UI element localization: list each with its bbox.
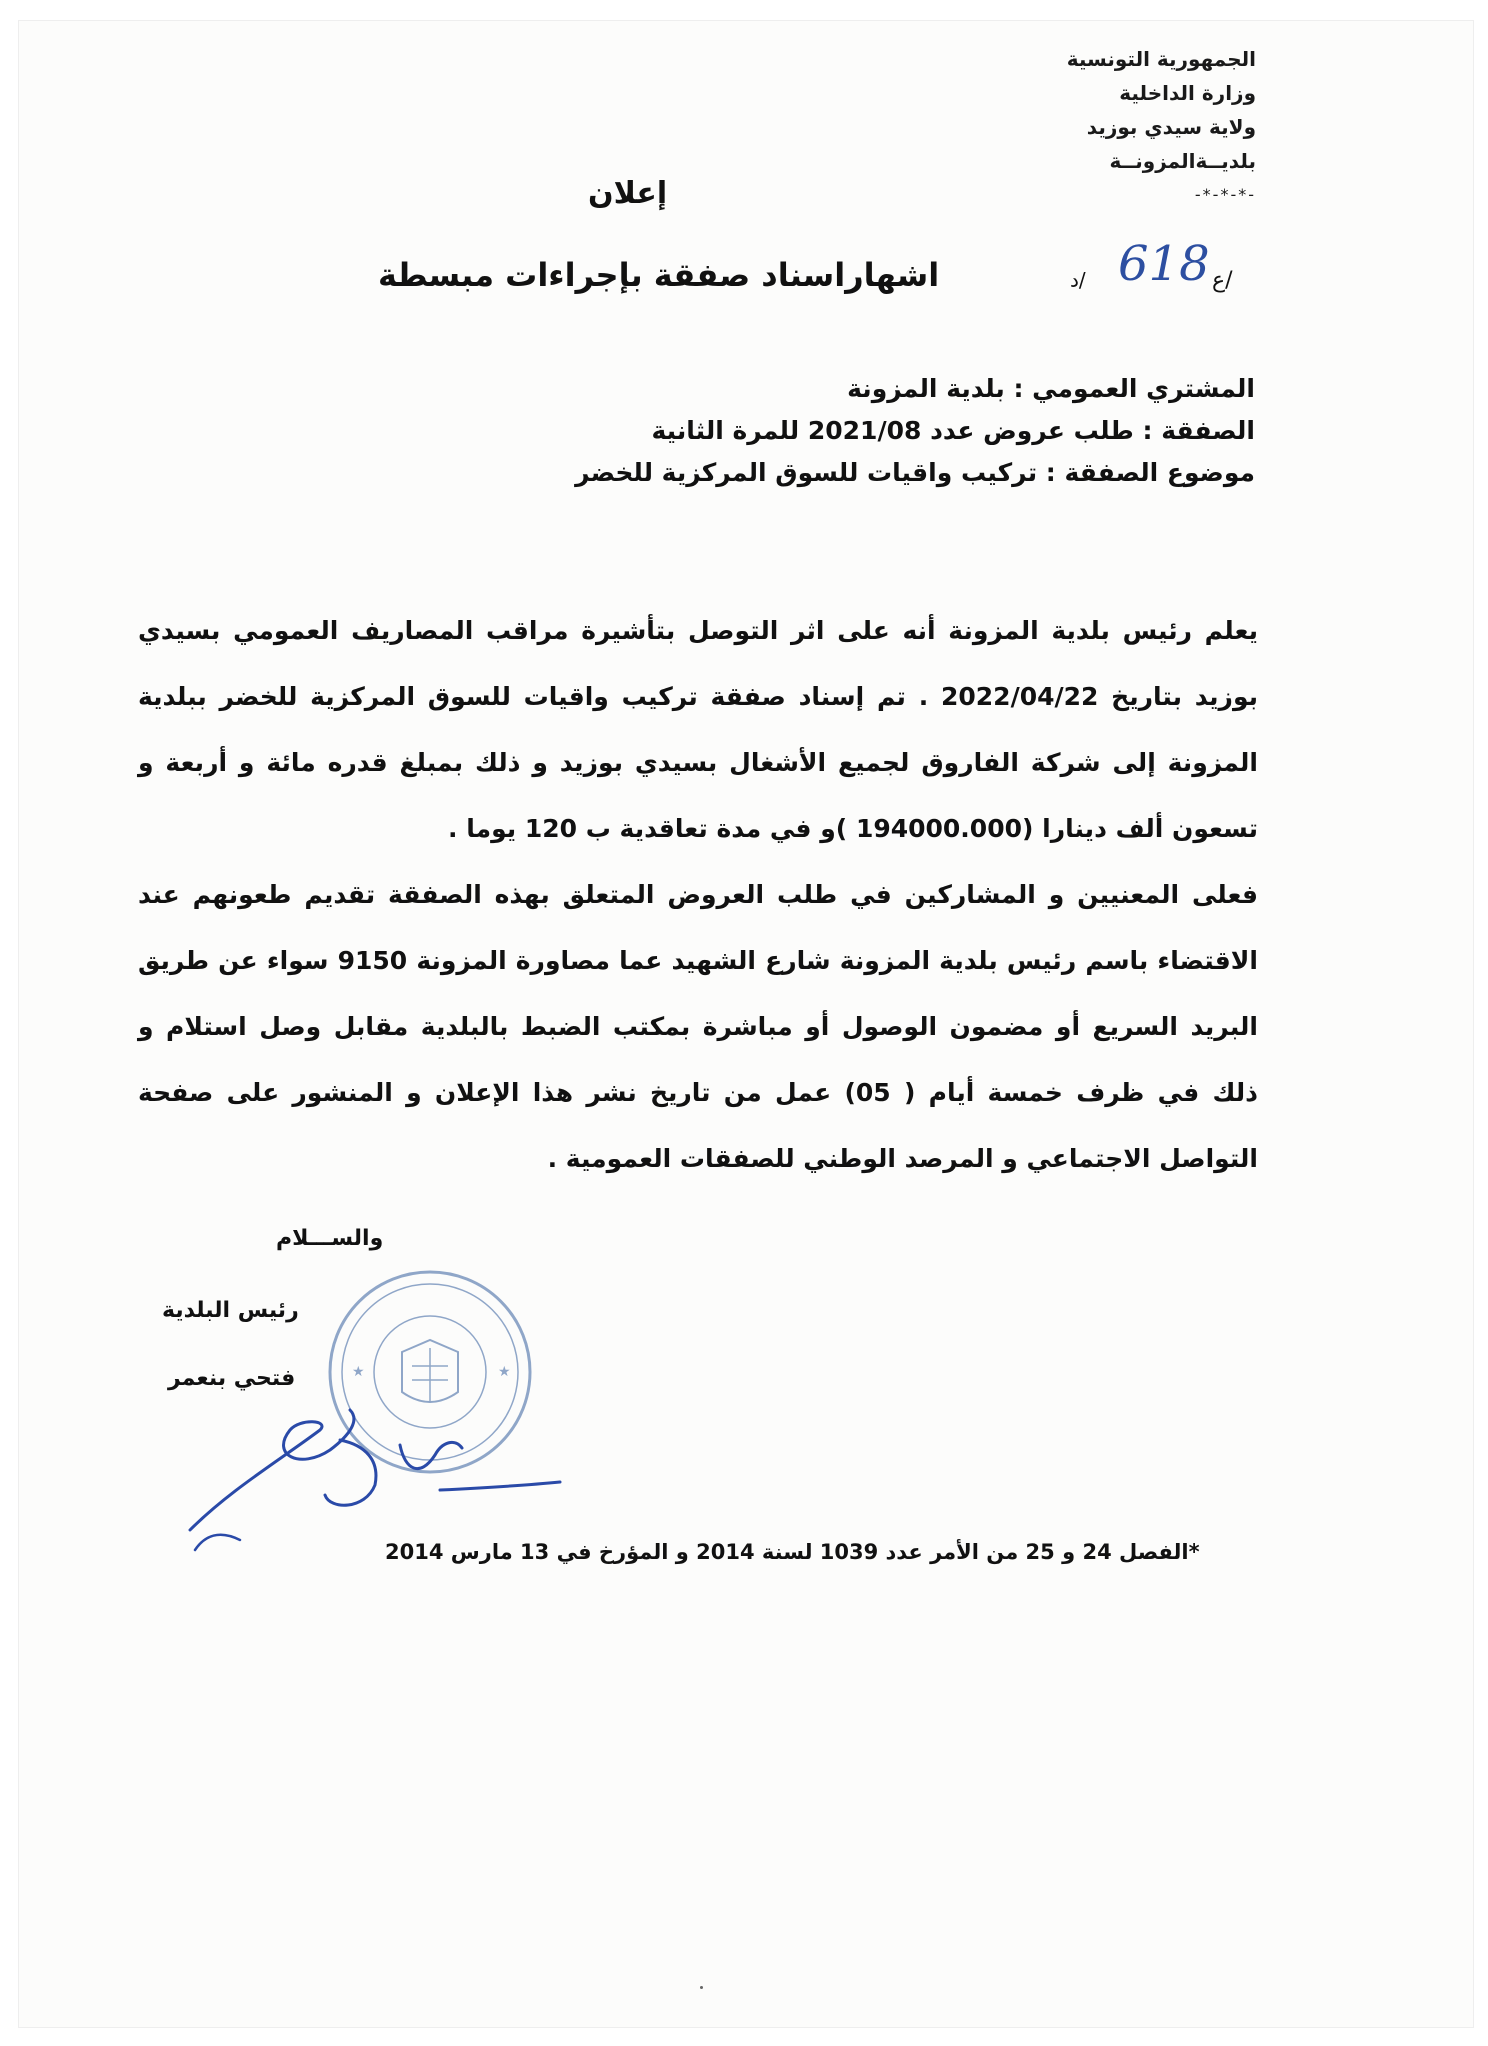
letterhead-separator: -*-*-*- [1194,185,1256,204]
announcement-title: إعلان [588,176,668,211]
signature [150,1400,570,1560]
reference-label: ع/ [1212,268,1233,293]
signatory-role: رئيس البلدية [162,1298,299,1323]
svg-text:★: ★ [498,1364,511,1380]
letterhead-republic: الجمهورية التونسية [1066,47,1256,71]
paper-speck [700,1986,703,1989]
svg-text:★: ★ [352,1364,365,1380]
closing-greeting: والســـلام [276,1226,384,1251]
body-paragraph-award: يعلم رئيس بلدية المزونة أنه على اثر التوصل بتأشيرة مراقب المصاريف العمومي بسيدي بوزيد بتاريخ 2022/04/22 . تم إسناد صفقة تركيب واقيات للسوق المركزية للخضر ببلدية المزونة إلى شركة الفاروق لجميع الأشغال بسيدي بوزيد و ذلك بمبلغ قدره مائة و أربعة و تسعون ألف دينارا (194000.000 )و في مدة تعاقدية ب 120 يوما . [138,616,1259,843]
body-paragraph-appeals: فعلى المعنيين و المشاركين في طلب العروض المتعلق بهذه الصفقة تقديم طعونهم عند الاقتضاء باسم رئيس بلدية المزونة شارع الشهيد عما مصاورة المزونة 9150 سواء عن طريق البريد السريع أو مضمون الوصول أو مباشرة بمكتب الضبط بالبلدية مقابل وصل استلام و ذلك في ظرف خمسة أيام ( 05) عمل من تاريخ نشر هذا الإعلان و المنشور على صفحة التواصل الاجتماعي و المرصد الوطني للصفقات العمومية . [138,880,1258,1173]
signatory-name: فتحي بنعمر [168,1366,296,1391]
letterhead-governorate: ولاية سيدي بوزيد [1086,115,1256,139]
info-buyer: المشتري العمومي : بلدية المزونة [847,374,1255,403]
main-title: اشهاراسناد صفقة بإجراءات مبسطة [378,256,940,294]
deal-info [495,368,1255,494]
info-subject: موضوع الصفقة : تركيب واقيات للسوق المركزية للخضر [575,458,1255,487]
letterhead [996,42,1256,212]
reference-suffix: /د [1070,268,1086,292]
letterhead-ministry: وزارة الداخلية [1119,81,1256,105]
legal-footnote: *الفصل 24 و 25 من الأمر عدد 1039 لسنة 2014 و المؤرخ في 13 مارس 2014 [385,1540,1200,1564]
reference-number-handwritten: 618 [1118,236,1210,292]
announcement-body [138,598,1258,1192]
info-deal: الصفقة : طلب عروض عدد 2021/08 للمرة الثانية [651,416,1255,445]
letterhead-municipality: بلديــةالمزونــة [1109,149,1256,173]
